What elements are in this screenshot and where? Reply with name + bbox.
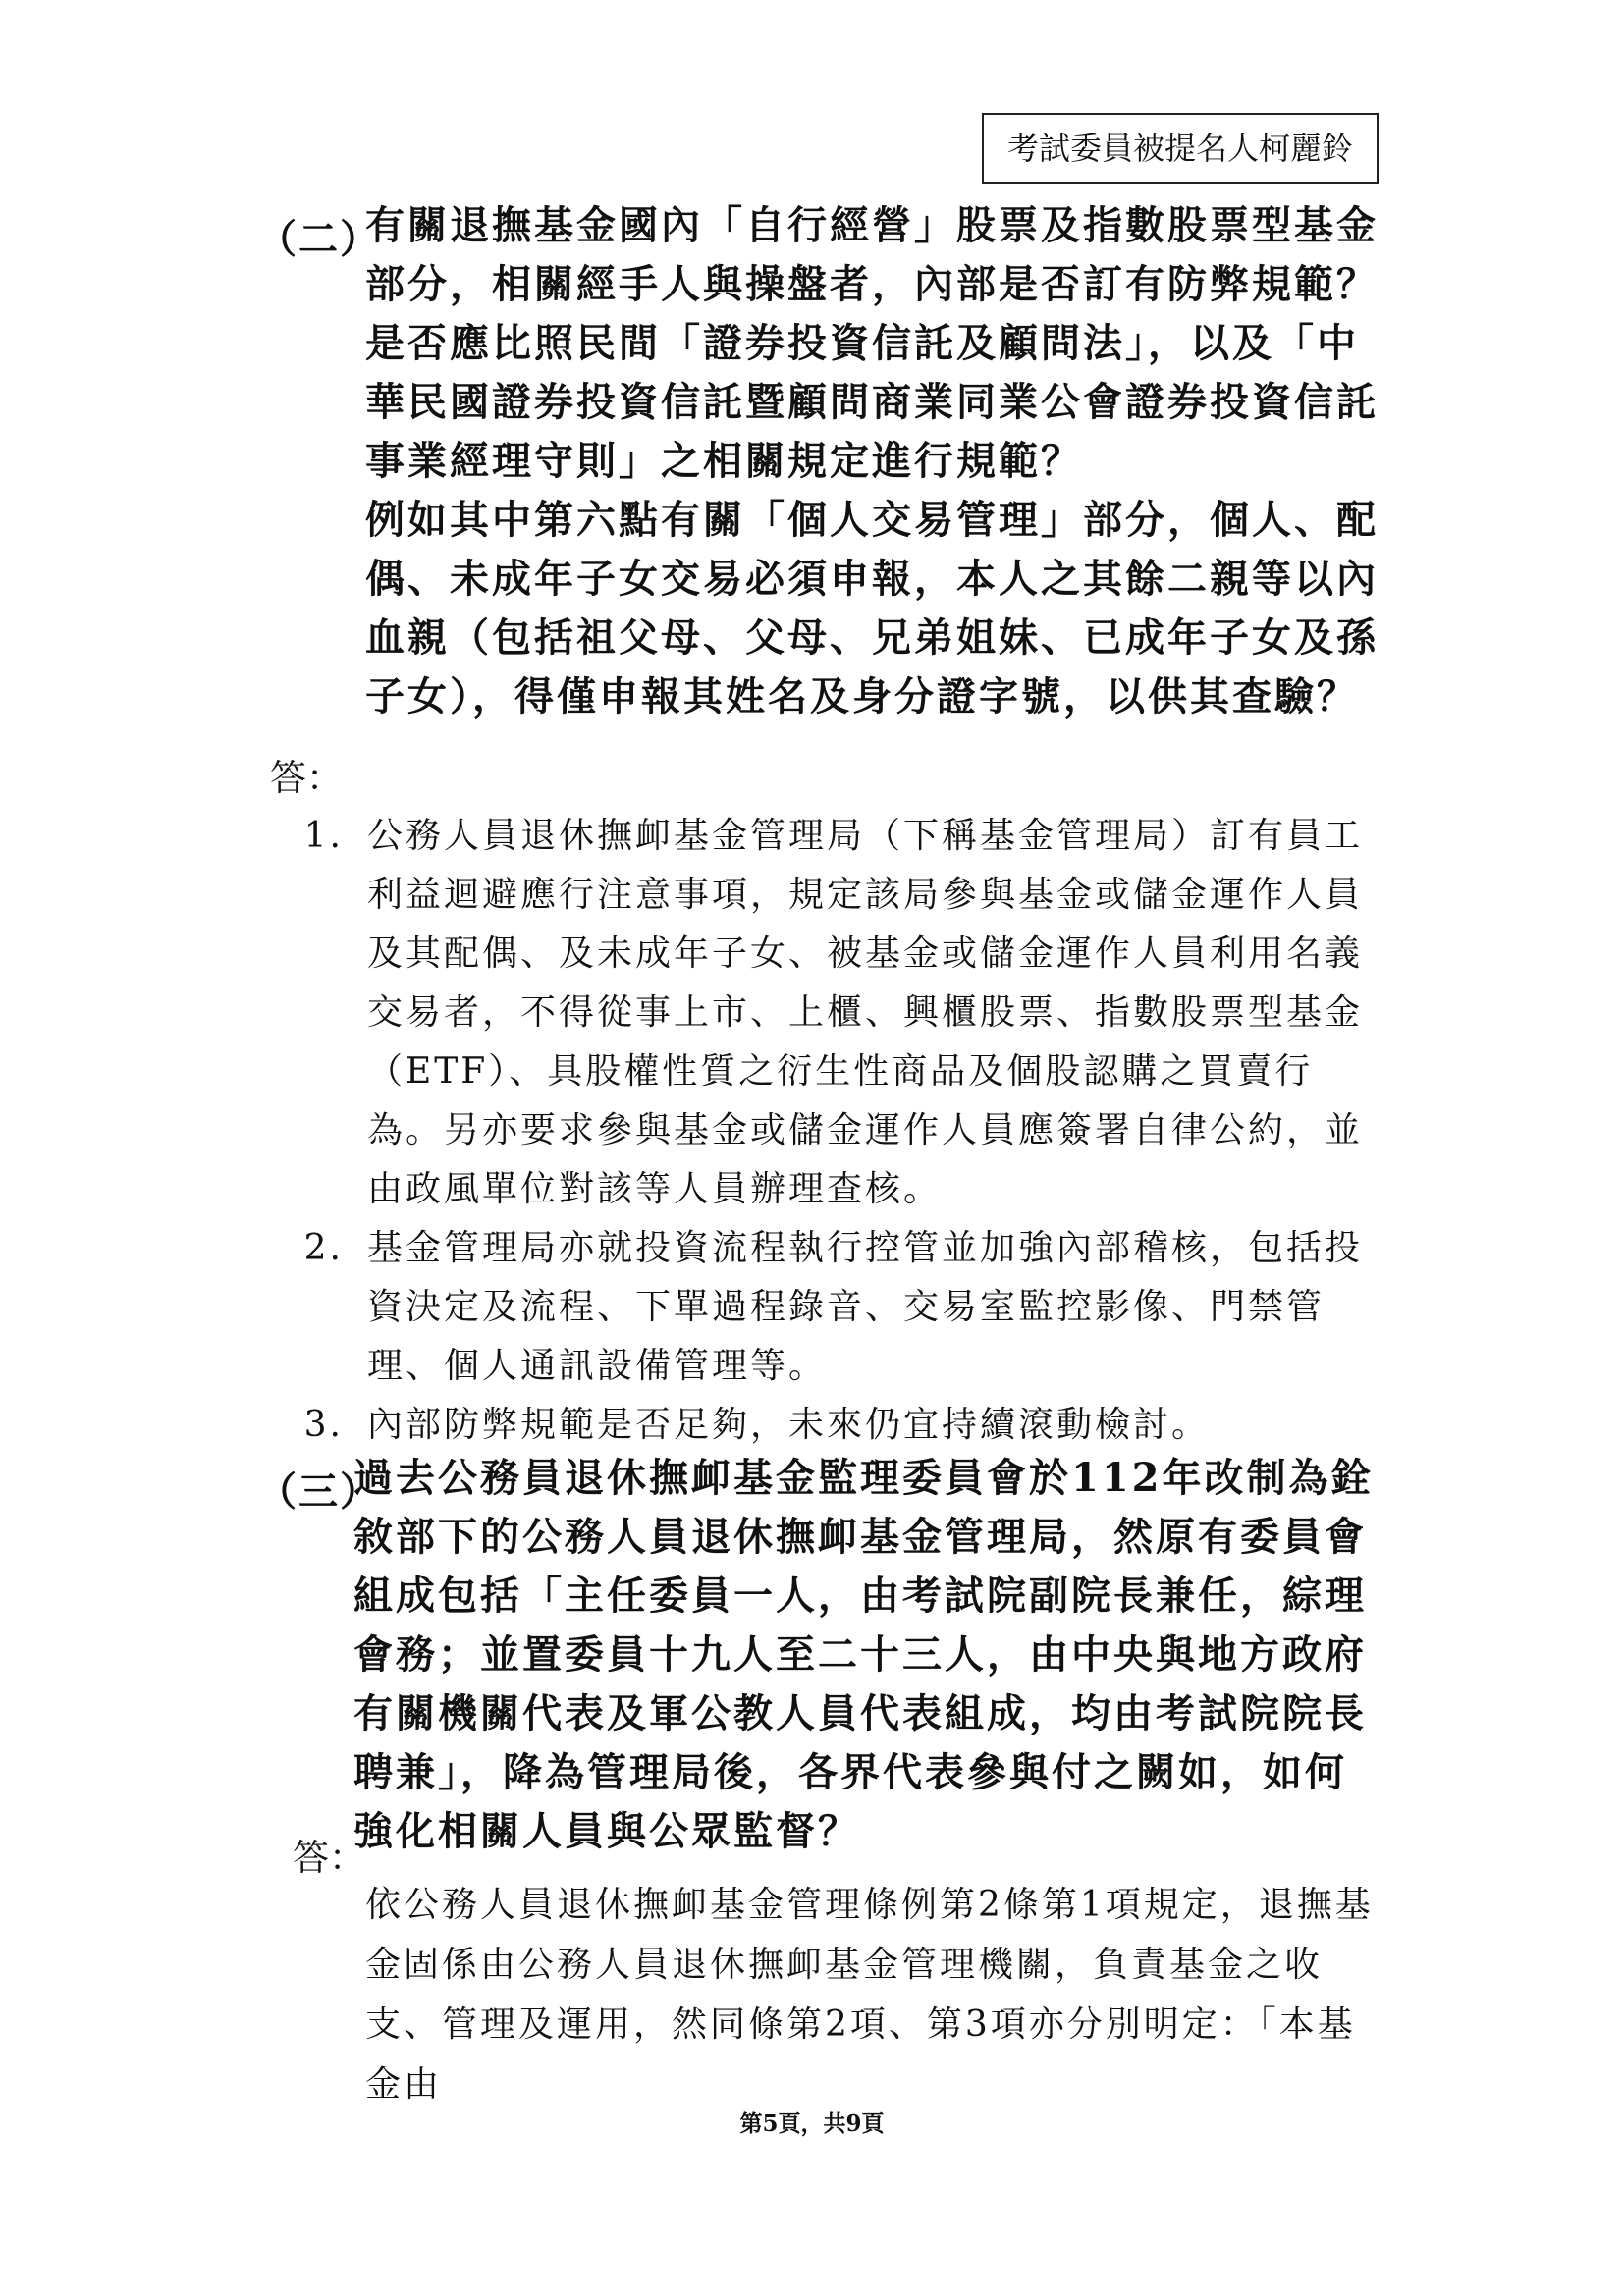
answer-2-text: 依公務人員退休撫卹基金管理條例第2條第1項規定，退撫基金固係由公務人員退休撫卹基金管理機關，負責基金之收支、管理及運用，然同條第2項、第3項亦分別明定：「本基金由: [365, 1885, 1374, 2105]
answer-1-item-number: 3.: [303, 1405, 344, 1445]
question-3-label: （三）: [257, 1468, 381, 1515]
answer-1-item-text: 公務人員退休撫卹基金管理局（下稱基金管理局）訂有員工利益迴避應行注意事項，規定該局參與基金或儲金運作人員及其配偶、及未成年子女、被基金或儲金運作人員利用名義交易者，不得從事上市、上櫃、興櫃股票、指數股票型基金（ETF）、具股權性質之衍生性商品及個股認購之買賣行為。另亦要求參與基金或儲金運作人員應簽署自律公約，並由政風單位對該等人員辦理查核。: [367, 816, 1364, 1209]
answer-1-item-number: 1.: [303, 816, 344, 856]
answer-1-item: [285, 1396, 1386, 1455]
question-2-label: （二）: [257, 216, 381, 262]
answer-1-item-number: 2.: [303, 1228, 344, 1268]
answer-2-label: 答：: [293, 1837, 365, 1879]
answer-1-item-text: 基金管理局亦就投資流程執行控管並加強內部稽核，包括投資決定及流程、下單過程錄音、交易室監控影像、門禁管理、個人通訊設備管理等。: [367, 1228, 1364, 1386]
question-3-text: 過去公務員退休撫卹基金監理委員會於112年改制為銓敘部下的公務人員退休撫卹基金管理局，然原有委員會組成包括「主任委員一人，由考試院副院長兼任，綜理會務；並置委員十九人至二十三人，由中央與地方政府有關機關代表及軍公教人員代表組成，均由考試院院長聘兼」，降為管理局後，各界代表參與付之闕如，如何強化相關人員與公眾監督？: [353, 1455, 1374, 1854]
question-2-paragraph-1: 有關退撫基金國內「自行經營」股票及指數股票型基金部分，相關經手人與操盤者，內部是否訂有防弊規範？是否應比照民間「證券投資信託及顧問法」，以及「中華民國證券投資信託暨顧問商業同業公會證券投資信託事業經理守則」之相關規定進行規範？: [365, 202, 1379, 484]
question-2-body: [365, 196, 1386, 726]
answer-1-item: [285, 1219, 1386, 1396]
answer-1-list: [285, 807, 1386, 1455]
page-number-footer: 第5頁，共9頁: [739, 2110, 885, 2137]
nominee-header-box: [982, 113, 1379, 184]
question-2-paragraph-2: 例如其中第六點有關「個人交易管理」部分，個人、配偶、未成年子女交易必須申報，本人之其餘二親等以內血親（包括祖父母、父母、兄弟姐妹、已成年子女及孫子女），得僅申報其姓名及身分證字號，以供其查驗？: [365, 497, 1379, 720]
answer-1-label: 答：: [270, 757, 343, 799]
nominee-header-text: 考試委員被提名人柯麗鈴: [1006, 130, 1353, 167]
answer-1-item: [285, 807, 1386, 1219]
question-3-body: [353, 1449, 1386, 1861]
answer-1-item-text: 內部防弊規範是否足夠，未來仍宜持續滾動檢討。: [367, 1405, 1211, 1445]
